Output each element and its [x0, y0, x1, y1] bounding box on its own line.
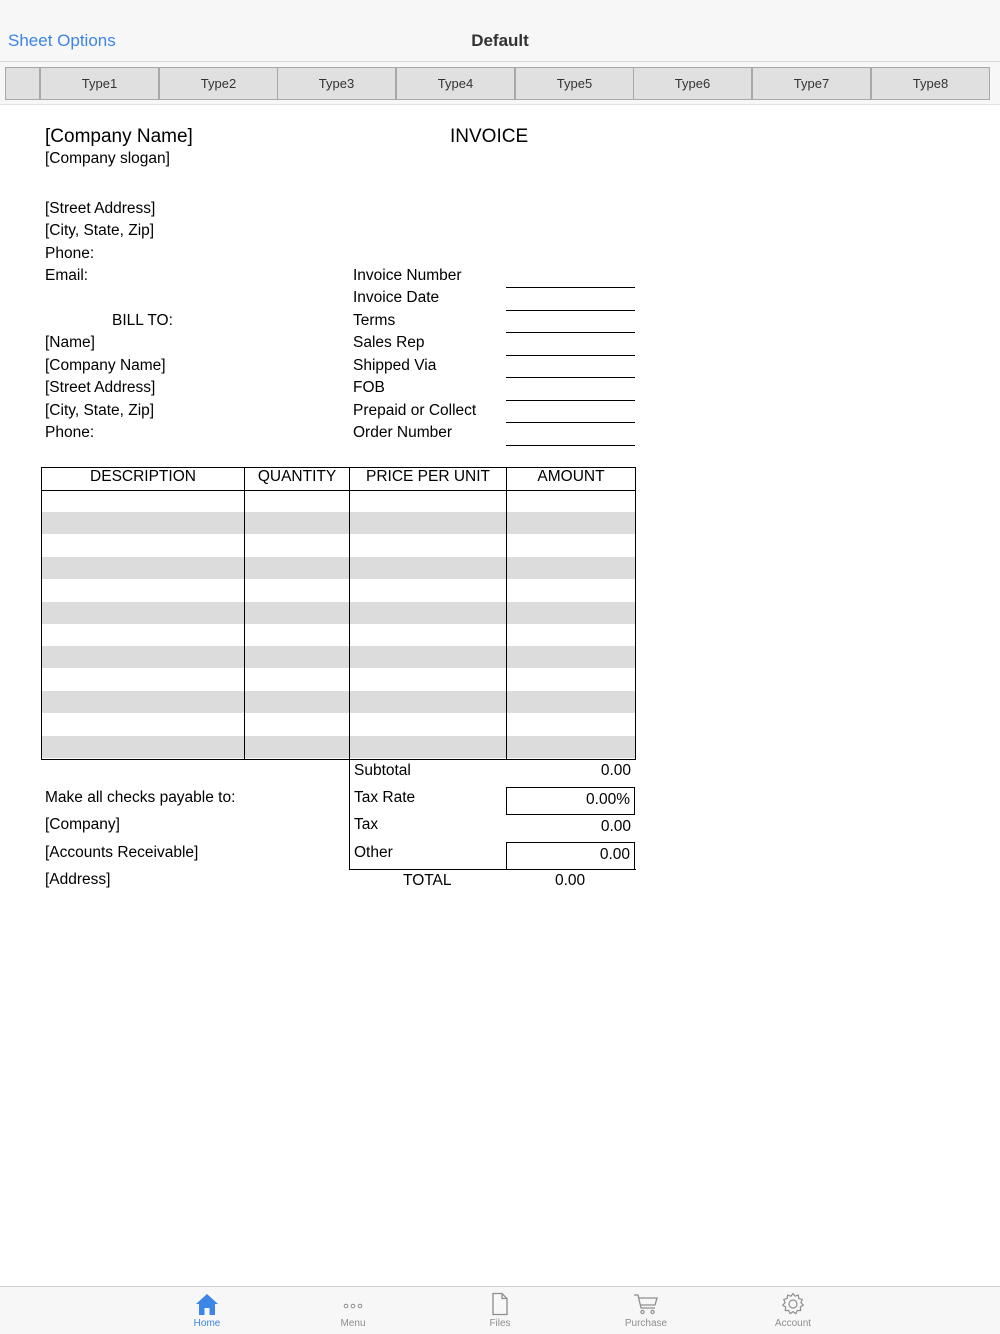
type-tab-spacer: [5, 67, 40, 100]
type-tab-6[interactable]: Type6: [633, 67, 752, 100]
type-tab-3[interactable]: Type3: [277, 67, 396, 100]
type-tab-2[interactable]: Type2: [159, 67, 278, 100]
table-column-divider: [349, 467, 350, 760]
table-column-divider: [506, 467, 507, 760]
shipped-via-label: Shipped Via: [353, 357, 437, 374]
tab-home[interactable]: [157, 1289, 257, 1333]
sheet-options-button[interactable]: Sheet Options: [8, 31, 116, 50]
tab-menu[interactable]: [303, 1289, 403, 1333]
table-border: [41, 467, 636, 760]
prepaid-collect-field[interactable]: [506, 422, 635, 423]
fob-label: FOB: [353, 379, 385, 396]
tab-account[interactable]: [743, 1289, 843, 1333]
shipped-via-field[interactable]: [506, 377, 635, 378]
amount-header: AMOUNT: [537, 468, 605, 485]
file-icon: [487, 1292, 513, 1316]
quantity-header: QUANTITY: [257, 468, 337, 485]
terms-label: Terms: [353, 312, 396, 329]
other-label: Other: [354, 844, 393, 861]
tab-purchase-label: Purchase: [624, 1318, 668, 1329]
order-number-label: Order Number: [353, 424, 453, 441]
totals-left-border: [349, 760, 350, 870]
payable-address[interactable]: [Address]: [45, 871, 111, 888]
house-icon: [194, 1292, 220, 1316]
fob-field[interactable]: [506, 400, 635, 401]
bill-to-company[interactable]: [Company Name]: [45, 357, 166, 374]
tab-menu-label: Menu: [340, 1318, 366, 1329]
type-tab-5[interactable]: Type5: [515, 67, 634, 100]
table-column-divider: [244, 467, 245, 760]
subtotal-label: Subtotal: [354, 762, 411, 779]
tax-rate-input[interactable]: [506, 787, 635, 815]
sales-rep-field[interactable]: [506, 355, 635, 356]
email-label[interactable]: Email:: [45, 267, 89, 284]
total-label: TOTAL: [403, 872, 452, 889]
city-state-zip[interactable]: [City, State, Zip]: [45, 222, 155, 239]
type-tab-4[interactable]: Type4: [396, 67, 515, 100]
gear-icon: [780, 1292, 806, 1316]
tab-account-label: Account: [774, 1318, 812, 1329]
order-number-field[interactable]: [506, 445, 635, 446]
navigation-bar: [0, 0, 1000, 62]
total-value: 0.00: [555, 872, 586, 889]
invoice-date-label: Invoice Date: [353, 289, 440, 306]
type-tab-7[interactable]: Type7: [752, 67, 871, 100]
bill-to-street[interactable]: [Street Address]: [45, 379, 156, 396]
table-header-divider: [41, 490, 636, 491]
tab-purchase[interactable]: [596, 1289, 696, 1333]
payable-heading: Make all checks payable to:: [45, 789, 236, 806]
invoice-sheet[interactable]: [0, 106, 1000, 1286]
tab-files-label: Files: [489, 1318, 511, 1329]
bill-to-phone[interactable]: Phone:: [45, 424, 95, 441]
page-title: Default: [471, 31, 529, 50]
description-header: DESCRIPTION: [90, 468, 196, 485]
sales-rep-label: Sales Rep: [353, 334, 425, 351]
payable-company[interactable]: [Company]: [45, 816, 120, 833]
street-address[interactable]: [Street Address]: [45, 200, 156, 217]
type-tab-1[interactable]: Type1: [40, 67, 159, 100]
bill-to-name[interactable]: [Name]: [45, 334, 95, 351]
terms-field[interactable]: [506, 332, 635, 333]
bill-to-heading: BILL TO:: [112, 312, 173, 329]
tab-files[interactable]: [450, 1289, 550, 1333]
payable-accounts[interactable]: [Accounts Receivable]: [45, 844, 199, 861]
price-per-unit-header: PRICE PER UNIT: [365, 468, 490, 485]
invoice-number-field[interactable]: [506, 287, 635, 288]
company-slogan[interactable]: [Company slogan]: [45, 150, 170, 167]
invoice-number-label: Invoice Number: [353, 267, 462, 284]
prepaid-collect-label: Prepaid or Collect: [353, 402, 477, 419]
tax-label: Tax: [354, 816, 379, 833]
tab-home-label: Home: [193, 1318, 221, 1329]
type-tab-8[interactable]: Type8: [871, 67, 990, 100]
tax-value: 0.00: [600, 818, 631, 835]
more-icon: [340, 1292, 366, 1316]
subtotal-value: 0.00: [600, 762, 631, 779]
bottom-tab-bar: [0, 1286, 1000, 1334]
bill-to-city[interactable]: [City, State, Zip]: [45, 402, 155, 419]
company-name[interactable]: [Company Name]: [45, 126, 193, 147]
other-input[interactable]: [506, 842, 635, 870]
other-value: 0.00: [599, 846, 630, 863]
type-tab-bar: [0, 62, 1000, 105]
invoice-title: INVOICE: [450, 126, 529, 147]
cart-icon: [633, 1292, 659, 1316]
tax-rate-label: Tax Rate: [354, 789, 416, 806]
invoice-date-field[interactable]: [506, 310, 635, 311]
phone-label[interactable]: Phone:: [45, 245, 95, 262]
tax-rate-value: 0.00%: [586, 791, 630, 808]
